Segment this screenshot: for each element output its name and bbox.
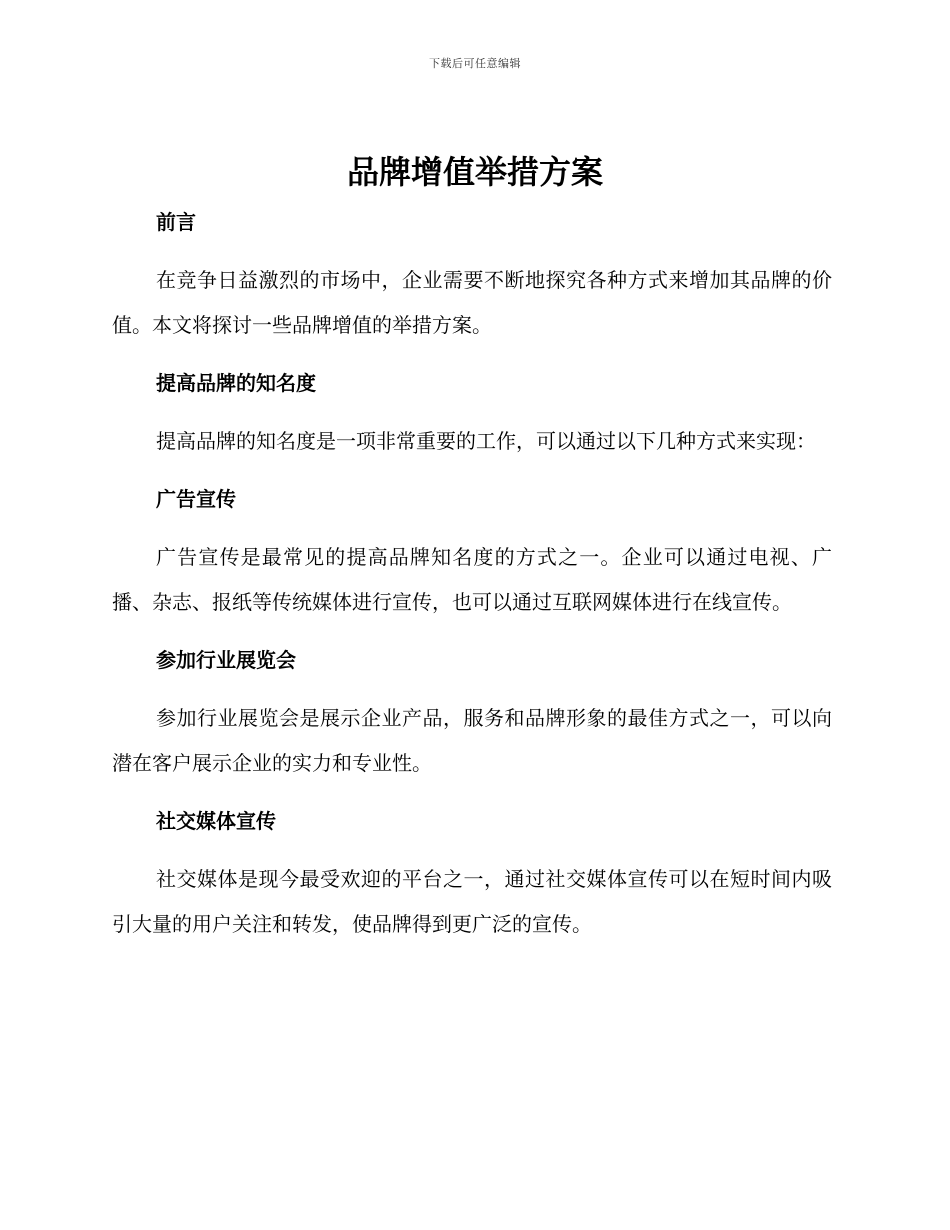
section-social-media	[112, 799, 832, 947]
section-heading: 广告宣传	[156, 487, 236, 511]
section-paragraph: 在竞争日益激烈的市场中，企业需要不断地探究各种方式来增加其品牌的价值。本文将探讨一些品牌增值的举措方案。	[112, 268, 832, 337]
section-heading: 前言	[156, 210, 196, 234]
section-paragraph: 广告宣传是最常见的提高品牌知名度的方式之一。企业可以通过电视、广播、杂志、报纸等传统媒体进行宣传，也可以通过互联网媒体进行在线宣传。	[112, 545, 832, 614]
section-paragraph: 提高品牌的知名度是一项非常重要的工作，可以通过以下几种方式来实现：	[156, 429, 816, 453]
section-trade-shows	[112, 638, 832, 799]
document-body	[112, 200, 832, 947]
section-heading: 提高品牌的知名度	[156, 371, 316, 395]
section-advertising	[112, 477, 832, 638]
section-heading: 参加行业展览会	[156, 648, 296, 672]
section-preface	[112, 200, 832, 361]
header-note: 下载后可任意编辑	[429, 57, 521, 70]
document-title: 品牌增值举措方案	[346, 153, 603, 191]
section-brand-awareness	[112, 361, 832, 477]
section-heading: 社交媒体宣传	[156, 809, 276, 833]
section-paragraph: 社交媒体是现今最受欢迎的平台之一，通过社交媒体宣传可以在短时间内吸引大量的用户关注和转发，使品牌得到更广泛的宣传。	[112, 867, 832, 936]
section-paragraph: 参加行业展览会是展示企业产品，服务和品牌形象的最佳方式之一，可以向潜在客户展示企业的实力和专业性。	[112, 706, 832, 775]
